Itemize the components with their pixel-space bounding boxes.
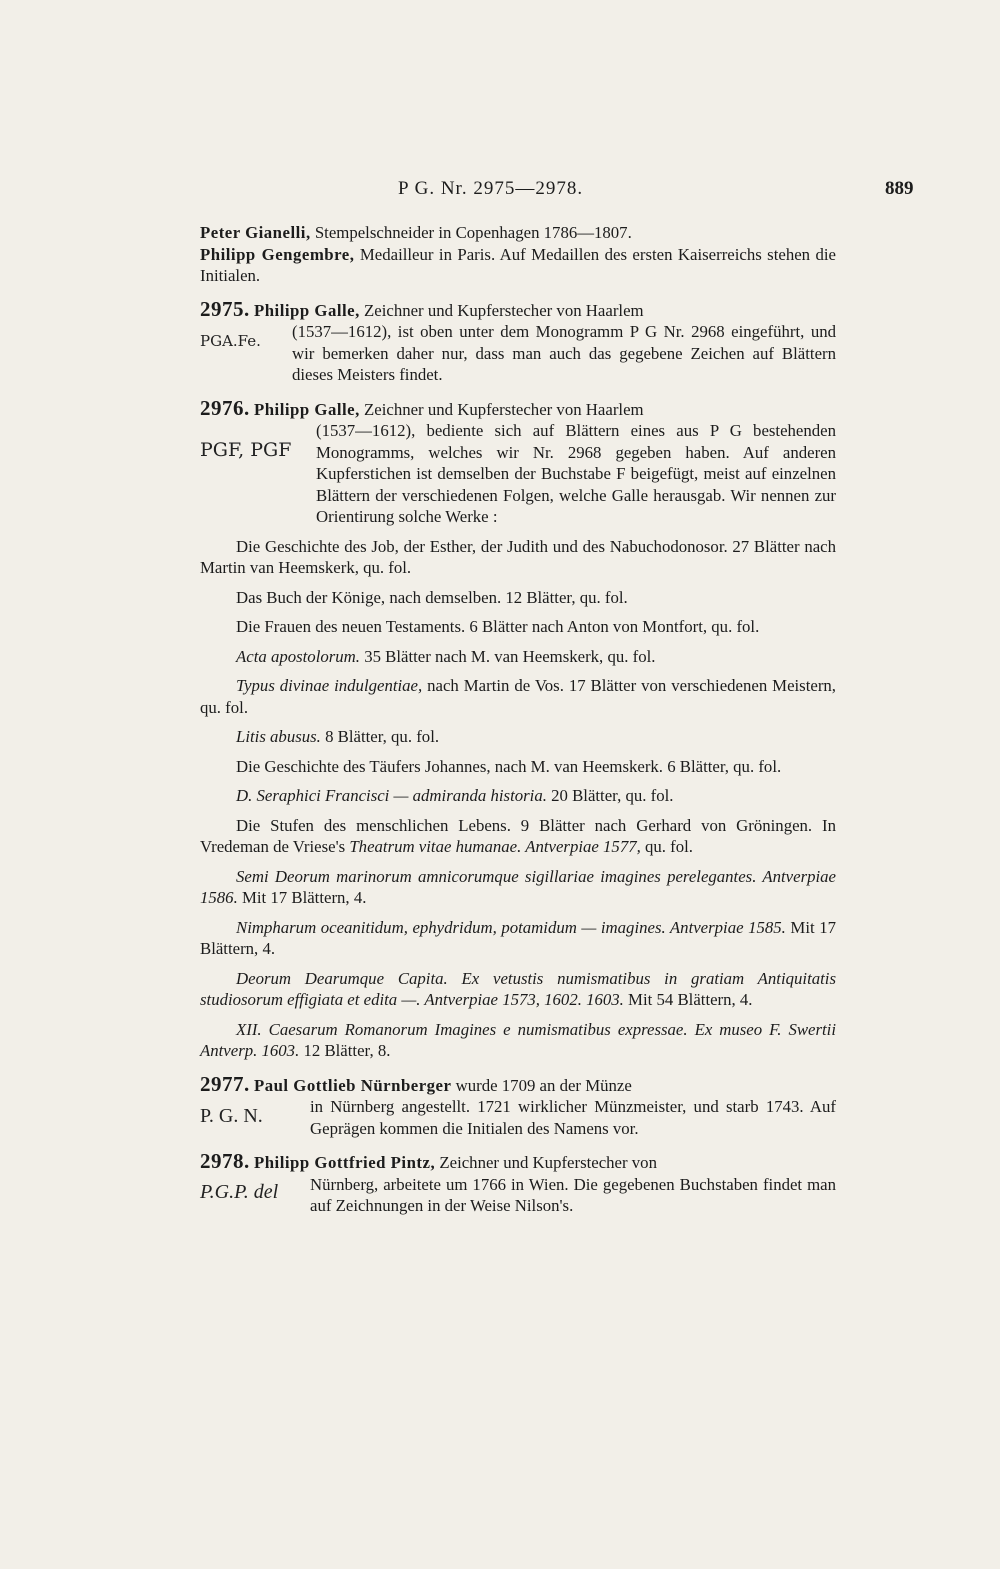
entry-2977-body: P. G. N. in Nürnberg angestellt. 1721 wirklicher Münzmeister, und starb 1743. Auf Geprägen kommen die Initialen des Namens vor. (200, 1097, 836, 1138)
work-item: Litis abusus. 8 Blätter, qu. fol. (236, 727, 440, 746)
work-item: Die Geschichte des Täufers Johannes, nach M. van Heemskerk. 6 Blätter, qu. fol. (236, 756, 782, 776)
monogram-2977: P. G. N. (200, 1105, 263, 1127)
entry-gianelli: Peter Gianelli, Stempelschneider in Copenhagen 1786—1807. (200, 223, 632, 242)
work-item: Die Geschichte des Job, der Esther, der Judith und des Nabuchodonosor. 27 Blätter nach Martin van Heemskerk, qu. fol. (200, 536, 836, 577)
work-item: Semi Deorum marinorum amnicorumque sigillariae imagines perelegantes. Antverpiae 1586. Mit 17 Blättern, 4. (200, 866, 836, 907)
work-item: Typus divinae indulgentiae, nach Martin de Vos. 17 Blätter von verschiedenen Meistern, qu. fol. (200, 676, 836, 717)
entry-2976-head: 2976. Philipp Galle, Zeichner und Kupferstecher von Haarlem (200, 395, 644, 420)
monogram-2976: PGF, PGF (200, 439, 292, 461)
page-number: 889 (885, 178, 914, 199)
work-item: Deorum Dearumque Capita. Ex vetustis numismatibus in gratiam Antiquitatis studiosorum effigiata et edita —. Antverpiae 1573, 1602. 1603. Mit 54 Blättern, 4. (200, 968, 836, 1009)
entry-2975-body: PGA.Fe. (1537—1612), ist oben unter dem Monogramm P G Nr. 2968 eingeführt, und wir bemerken daher nur, dass man auch das gegebene Zeichen auf Blättern dieses Meisters findet. (200, 322, 836, 384)
header-reference: P G. Nr. 2975—2978. (398, 178, 584, 199)
monogram-2978: P.G.P. del (200, 1180, 279, 1203)
entry-2977-head: 2977. Paul Gottlieb Nürnberger wurde 1709 an der Münze (200, 1071, 632, 1096)
entry-2975-head: 2975. Philipp Galle, Zeichner und Kupferstecher von Haarlem (200, 296, 644, 321)
works-list (200, 536, 836, 1062)
entry-2978-head: 2978. Philipp Gottfried Pintz, Zeichner und Kupferstecher von (200, 1149, 657, 1173)
entry-2978-body: P.G.P. del Nürnberg, arbeitete um 1766 in Wien. Die gegebenen Buchstaben findet man auf Zeichnungen in der Weise Nilson's. (200, 1174, 836, 1215)
work-item: Die Frauen des neuen Testaments. 6 Blätter nach Anton von Montfort, qu. fol. (236, 617, 760, 636)
monogram-2975: PGA.Fe. (200, 332, 261, 350)
entry-gengembre: Philipp Gengembre, Medailleur in Paris. Auf Medaillen des ersten Kaiserreichs stehen die Initialen. (200, 244, 836, 285)
work-item: Nimpharum oceanitidum, ephydridum, potamidum — imagines. Antverpiae 1585. Mit 17 Blättern, 4. (200, 917, 836, 958)
page-body (200, 222, 836, 1217)
entry-2976-body: PGF, PGF (1537—1612), bediente sich auf Blättern eines aus P G bestehenden Monogramms, welches wir Nr. 2968 gegeben haben. Auf anderen Kupferstichen ist demselben der Buchstabe F beigefügt, meist auf einzelnen Blättern der verschiedenen Folgen, welche Galle herausgab. Wir nennen zur Orientirung solche Werke : (200, 421, 836, 526)
work-item: Die Stufen des menschlichen Lebens. 9 Blätter nach Gerhard von Gröningen. In Vredeman de Vriese's Theatrum vitae humanae. Antverpiae 1577, qu. fol. (200, 815, 836, 856)
work-item: Das Buch der Könige, nach demselben. 12 Blätter, qu. fol. (236, 587, 628, 607)
work-item: Acta apostolorum. 35 Blätter nach M. van Heemskerk, qu. fol. (236, 646, 656, 666)
work-item: XII. Caesarum Romanorum Imagines e numismatibus expressae. Ex museo F. Swertii Antverp. 1603. 12 Blätter, 8. (200, 1019, 836, 1060)
work-item: D. Seraphici Francisci — admiranda historia. 20 Blätter, qu. fol. (236, 786, 674, 805)
